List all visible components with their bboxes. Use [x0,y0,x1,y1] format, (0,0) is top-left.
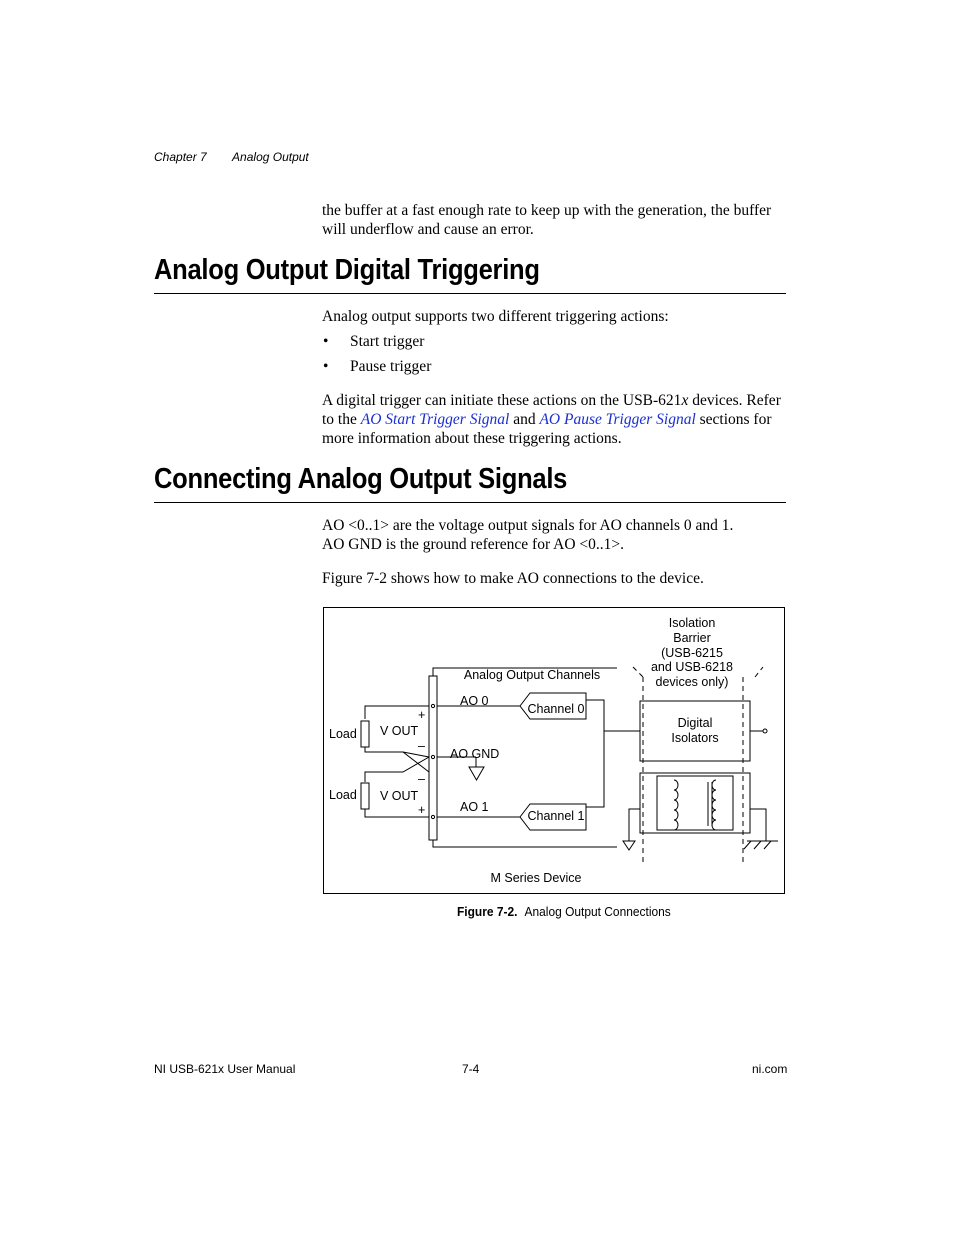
load-resistor-top [361,721,369,747]
figure-caption [457,904,671,919]
load-resistor-bottom [361,783,369,809]
vout-label-top: V OUT [380,724,419,738]
figure-caption-label: Figure 7-2. [457,904,518,919]
isolation-label-line1: Isolation [668,616,716,630]
connection-diagram [323,607,785,894]
plus-sign-bottom: + [418,803,426,817]
section-title-connecting-signals: Connecting Analog Output Signals [154,463,568,495]
channel-1-label: Channel 1 [527,809,585,823]
section-title-digital-triggering: Analog Output Digital Triggering [154,254,540,286]
isolation-label-line4: and USB-6218 [650,660,734,674]
digital-isolators-label-line2: Isolators [671,731,719,745]
vout-label-bottom: V OUT [380,789,419,803]
analog-output-channels-label: Analog Output Channels [463,668,601,682]
section-rule [154,293,786,294]
digital-isolators-label-line1: Digital [677,716,713,730]
m-series-device-label: M Series Device [490,871,582,885]
isolation-label-line2: Barrier [673,631,711,645]
header-chapter: Chapter 7 [154,150,207,164]
isolation-label-line5: devices only) [655,675,729,689]
section-rule [154,502,786,503]
link-ao-pause-trigger[interactable]: AO Pause Trigger Signal [539,411,696,428]
minus-sign-top: – [418,739,425,753]
plus-sign-top: + [418,708,426,722]
header-section: Analog Output [232,150,309,164]
channel-0-label: Channel 0 [527,702,585,716]
load-label-top: Load [329,727,357,741]
minus-sign-bottom: – [418,772,425,786]
intro-paragraph: the buffer at a fast enough rate to keep up with the generation, the buffer will underflow and cause an error. [322,202,772,238]
ao-gnd-label: AO GND [450,747,500,761]
section1-paragraph: A digital trigger can initiate these actions on the USB-621x devices. Refer to the AO Start Trigger Signal and AO Pause Trigger Signal sections for more information about these triggering actions. [322,392,781,447]
running-header [154,150,309,164]
figure-caption-text: Analog Output Connections [524,904,671,919]
section2-paragraph2: Figure 7-2 shows how to make AO connections to the device. [322,570,704,587]
section1-lead: Analog output supports two different triggering actions: [322,308,669,325]
link-ao-start-trigger[interactable]: AO Start Trigger Signal [360,411,510,428]
load-label-bottom: Load [329,788,357,802]
footer-page-number: 7-4 [462,1062,480,1076]
figure-analog-output-connections [323,607,785,894]
ao0-label: AO 0 [460,694,489,708]
isolation-label-line3: (USB-6215 [661,646,723,660]
section2-paragraph1: AO <0..1> are the voltage output signals for AO channels 0 and 1. AO GND is the ground reference for AO <0..1>. [322,517,734,553]
ao1-label: AO 1 [460,800,489,814]
footer-website[interactable]: ni.com [752,1062,788,1076]
footer-manual-title: NI USB-621x User Manual [154,1062,296,1076]
